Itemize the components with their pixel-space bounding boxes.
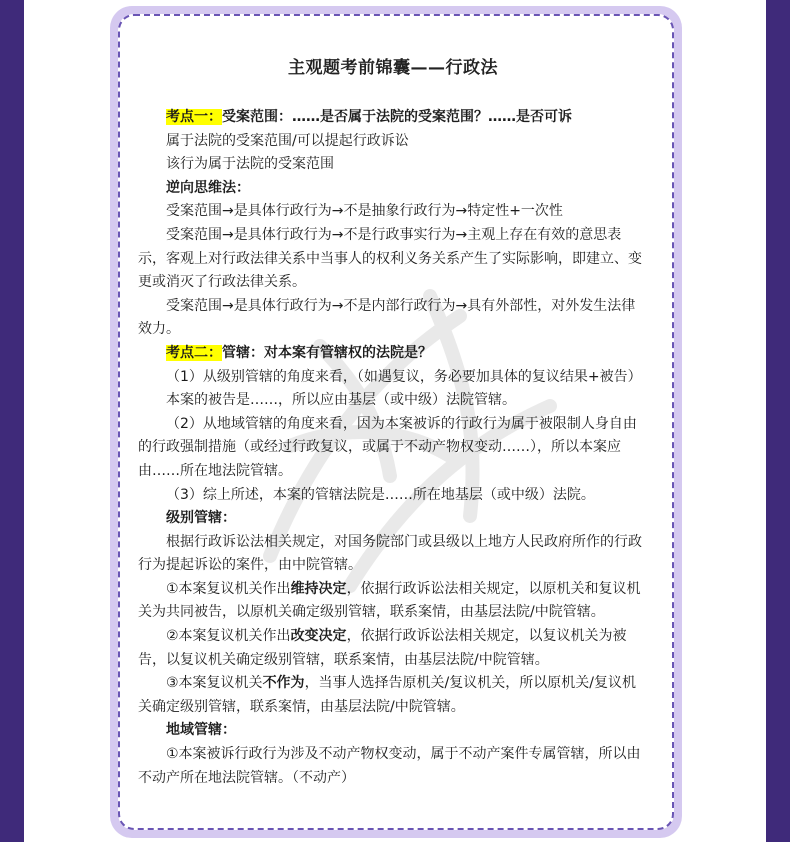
reverse-item-2: 受案范围→是具体行政行为→不是行政事实行为→主观上存在有效的意思表示，客观上对行政法律关系中当事人的权利义务关系产生了实际影响，即建立、变更或消灭了行政法律关系。 bbox=[138, 226, 642, 291]
level-item-3: ③本案复议机关不作为，当事人选择告原机关/复议机关，所以原机关/复议机关确定级别管辖，联系案情，由基层法院/中院管辖。 bbox=[138, 675, 636, 715]
jurisdiction-step-4: （3）综上所述，本案的管辖法院是……所在地基层（或中级）法院。 bbox=[166, 486, 595, 503]
level-jurisdiction-label: 级别管辖： bbox=[166, 510, 236, 527]
document-body bbox=[138, 56, 648, 790]
jurisdiction-step-1: （1）从级别管辖的角度来看，（如遇复议，务必要加具体的复议结果+被告） bbox=[166, 368, 642, 385]
right-side-bar bbox=[766, 0, 790, 842]
point1-line-1: 属于法院的受案范围/可以提起行政诉讼 bbox=[166, 132, 409, 149]
point1-tag: 考点一： bbox=[166, 109, 222, 125]
page-title: 主观题考前锦囊——行政法 bbox=[288, 58, 498, 78]
reverse-thinking-label: 逆向思维法： bbox=[166, 179, 250, 196]
point2-heading bbox=[138, 342, 648, 366]
point1-heading bbox=[138, 106, 648, 130]
point2-heading-text: 管辖：对本案有管辖权的法院是？ bbox=[222, 344, 432, 361]
point1-line-2: 该行为属于法院的受案范围 bbox=[166, 156, 334, 173]
point2-tag: 考点二： bbox=[166, 344, 222, 361]
card-frame bbox=[110, 6, 682, 838]
level-item-1: ①本案复议机关作出维持决定，依据行政诉讼法相关规定，以原机关和复议机关为共同被告，以原机关确定级别管辖，联系案情，由基层法院/中院管辖。 bbox=[138, 580, 641, 621]
region-jurisdiction-text: ①本案被诉行政行为涉及不动产物权变动，属于不动产案件专属管辖，所以由不动产所在地法院管辖。（不动产） bbox=[138, 746, 641, 786]
jurisdiction-step-3: （2）从地域管辖的角度来看，因为本案被诉的行政行为属于被限制人身自由的行政强制措施（或经过行政复议，或属于不动产物权变动……），所以本案应由……所在地法院管辖。 bbox=[138, 415, 637, 479]
content-card bbox=[118, 14, 674, 830]
reverse-item-3: 受案范围→是具体行政行为→不是内部行政行为→具有外部性，对外发生法律效力。 bbox=[138, 297, 636, 338]
region-jurisdiction-label: 地域管辖： bbox=[166, 722, 236, 739]
jurisdiction-step-2: 本案的被告是……，所以应由基层（或中级）法院管辖。 bbox=[166, 392, 516, 409]
left-side-bar bbox=[0, 0, 24, 842]
point1-heading-text: 受案范围：……是否属于法院的受案范围？……是否可诉 bbox=[222, 109, 572, 125]
level-item-2: ②本案复议机关作出改变决定，依据行政诉讼法相关规定，以复议机关为被告，以复议机关确定级别管辖，联系案情，由基层法院/中院管辖。 bbox=[138, 628, 627, 668]
reverse-item-1: 受案范围→是具体行政行为→不是抽象行政行为→特定性+一次性 bbox=[166, 203, 563, 220]
level-jurisdiction-intro: 根据行政诉讼法相关规定，对国务院部门或县级以上地方人民政府所作的行政行为提起诉讼的案件，由中院管辖。 bbox=[138, 533, 642, 574]
